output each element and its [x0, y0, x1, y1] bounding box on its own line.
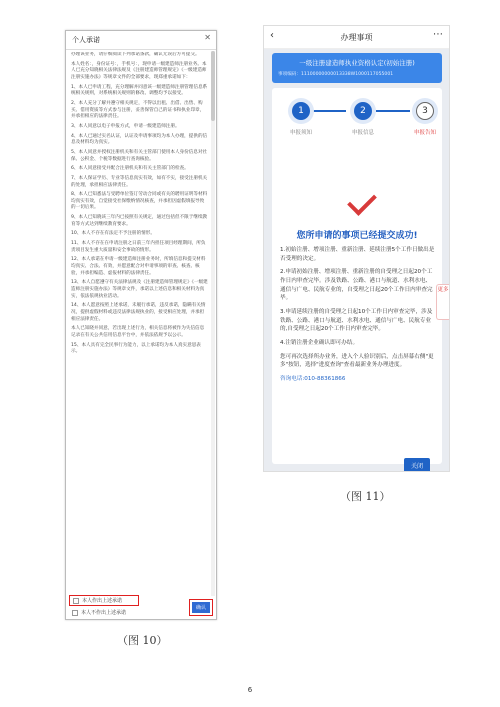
- commitment-dialog: [65, 30, 217, 620]
- figure-10-caption: （图 10）: [117, 634, 168, 647]
- nav-title: 办理事项: [340, 33, 373, 42]
- hotline: 咨询电话:010-88361866: [280, 375, 346, 382]
- commitment-paragraph: 5、本人同意并授权注册机关和有关主管部门使用本人身份信息对社保、公积金、个税等数据进行查询核验。: [71, 149, 208, 162]
- accept-commitment-option[interactable]: [69, 595, 139, 606]
- step-label: 申报信息: [351, 130, 374, 136]
- result-card: [272, 88, 442, 470]
- item-title: 一级注册建造师执业资格认定(初始注册): [299, 59, 415, 67]
- confirm-button[interactable]: 确认: [192, 602, 210, 613]
- commitment-paragraph: 15、本人具有完全民事行为能力，以上承诺均为本人真实意思表示。: [71, 342, 201, 355]
- step-connector: [376, 110, 410, 112]
- scrollbar-thumb[interactable]: [211, 51, 215, 121]
- checkbox[interactable]: [72, 610, 78, 616]
- notice-item: 2.申请初始注册、增项注册、重新注册的自受理之日起20个工作日内审查完毕。涉及铁路、公路、港口与航道、水利水电、通信与广电、民航专业的，自受理之日起20个工作日内审查完毕。: [280, 269, 433, 302]
- more-icon[interactable]: ⋯: [433, 29, 443, 40]
- commitment-paragraph: 本人姓名：，身份证号：，手机号：，现申请一级建造师注册业务。本人已充分知晓相关法律法规及《注册建造师管理规定》《一级建造师注册实施办法》等规章文件的全部要求，现郑重承诺如下：: [71, 61, 207, 80]
- commitment-paragraph: 2、本人充分了解并遵守相关规定，不得以出租、出借、出售、购买、借用资质等方式参与注册，妥善保管自己的证书和执业印章，并承担相应的法律责任。: [71, 100, 205, 120]
- commitment-paragraph: 9、本人已知晓该三年内已按照有关规定，通过包括但不限于继续教育等方式达到继续教育要求。: [71, 215, 208, 227]
- back-icon[interactable]: ‹: [270, 30, 274, 41]
- commitment-paragraph: 11、本人不存在在申请注册之日前三年内担任项目经理期间，所负责项目发生重大质量和安全事故的情形。: [71, 241, 206, 253]
- step-label: 申报告知: [413, 130, 436, 136]
- item-banner: [272, 53, 442, 83]
- success-title: 您所申请的事项已经提交成功!: [296, 231, 418, 241]
- close-icon[interactable]: ✕: [204, 33, 211, 42]
- accept-commitment-label: 本人作出上述承诺: [82, 598, 123, 604]
- close-button[interactable]: 关闭: [404, 458, 430, 472]
- mobile-screen: [263, 25, 450, 472]
- notice-item: 3.申请延续注册的自受理之日起10个工作日内审查完毕，涉及铁路、公路、港口与航道、水利水电、通信与广电、民航专业的,自受理之日起20个工作日内审查完毕。: [280, 308, 433, 333]
- notice-item: 4.注销注册企业确认即可办结。: [280, 339, 359, 346]
- nav-bar: [264, 26, 449, 49]
- decline-commitment-label: 本人不作出上述承诺: [81, 610, 127, 616]
- notice-item: 1.初始注册、增项注册、重新注册、延续注册5个工作日做出是否受理的决定。: [280, 247, 435, 262]
- step-2: 2: [354, 102, 372, 120]
- page-number: 6: [247, 686, 253, 694]
- decline-commitment-option[interactable]: [72, 609, 126, 616]
- confirm-highlight: [189, 599, 213, 616]
- step-3: 3: [416, 102, 434, 120]
- item-code: 事项编码：11100000000013338W1000117055001: [278, 72, 394, 77]
- commitment-paragraph: 办理该业务，请仔细阅读下列承诺条款，确认无误后方可提交。: [71, 52, 200, 57]
- commitment-paragraph: 12、本人承诺在申请一级建造师注册业务时，所填信息和提交材料均真实、合法、有效，并愿意配合对申请事项的审查、核查、核验，并承担编造、虚报材料的法律责任。: [71, 257, 206, 276]
- figure-11-caption: （图 11）: [340, 490, 391, 503]
- commitment-paragraph: 8、本人已知悉法与受聘单位签订劳动合同或有关的聘用证明等材料均真实有效，自觉接受社保缴纳情况核查，并承担因虚假填报导致的一切后果。: [71, 192, 208, 211]
- commitment-paragraph: 14、本人愿意按照上述承诺，未履行承诺，违反承诺，隐瞒有关情况，提供虚假材料或违反法律法规执业的，接受相应处理，并承担相应法律责任。: [71, 303, 206, 322]
- commitment-paragraph: 13、本人自愿遵守有关法律法规及《注册建造师管理规定》《一级建造师注册实施办法》等规章文件，承诺以上述信息和相关材料为真实，依法依规执业活动。: [71, 280, 208, 299]
- commitment-paragraph: 3、本人同意以电子申报方式，申请一级建造师注册。: [71, 123, 180, 129]
- notice-text: [280, 246, 435, 389]
- commitment-paragraph: 6、本人同意接受并配合注册机关和有关主管部门的检查。: [71, 166, 189, 172]
- scrollbar[interactable]: [211, 51, 215, 596]
- step-label: 申报须知: [289, 130, 312, 136]
- dialog-header: [66, 31, 216, 50]
- commitment-paragraph: 10、本人不存在有法定不予注册的情形。: [71, 231, 155, 237]
- step-connector: [312, 110, 346, 112]
- checkmark-icon: [347, 186, 377, 216]
- commitment-text: [71, 52, 208, 592]
- commitment-paragraph: 7、本人保证学历、专业等信息真实有效，如有不实，接受注册机关的处理，承担相应法律责任。: [71, 175, 208, 188]
- commitment-paragraph: 本人已知晓并同意，若出现上述行为，相关信息将被作为失信信息记录在有关公共信用信息平台中，并依法依规予以公示。: [71, 326, 205, 338]
- commitment-paragraph: 4、本人已通过实名认证，认证及申请事项均为本人办理，提供的信息及材料均为真实。: [71, 133, 208, 146]
- dialog-title: 个人承诺: [72, 36, 100, 44]
- notice-item: 您可再次选择所办业务，进入个人验识别后，点击屏幕右侧"更多"按钮，选择"进度查询"查看最新业务办理进度。: [280, 353, 434, 369]
- commitment-paragraph: 1、本人已申请工程，充分理解并同意该一级建造师注册管理信息系统相关规则，对系统相关规则的修改、调整均予以接受。: [71, 84, 208, 97]
- checkbox[interactable]: [73, 598, 79, 604]
- more-side-tab[interactable]: 更多: [436, 284, 449, 320]
- step-1: 1: [292, 102, 310, 120]
